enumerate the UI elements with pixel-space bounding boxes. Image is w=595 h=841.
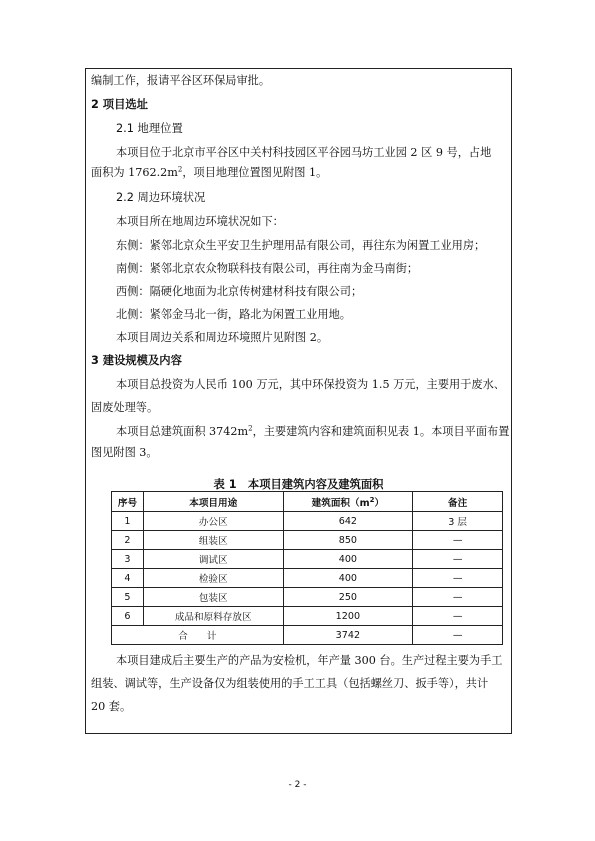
- east-side: 东侧：紧邻北京众生平安卫生护理用品有限公司，再往东为闲置工业用房；: [116, 239, 486, 252]
- cell-area: 850: [283, 531, 413, 550]
- section-2-1-heading: 2.1 地理位置: [116, 122, 183, 135]
- cell-area: 1200: [283, 607, 413, 626]
- south-side: 南侧：紧邻北京农众物联科技有限公司，再往南为金马南街；: [116, 262, 419, 275]
- cell-note: —: [413, 569, 503, 588]
- table-row: [112, 588, 503, 607]
- cell-area: 642: [283, 512, 413, 531]
- table-row: [112, 550, 503, 569]
- total-label: 合 计: [112, 626, 284, 645]
- section-3-heading: 3 建设规模及内容: [91, 354, 182, 367]
- table-row: [112, 607, 503, 626]
- table-total-row: [112, 626, 503, 645]
- table-header-row: [112, 492, 503, 512]
- cell-note: 3 层: [413, 512, 503, 531]
- cell-no: 1: [112, 512, 144, 531]
- table-row: [112, 512, 503, 531]
- location-paragraph-line-2: 面积为 $1762.2m^2$，项目地理位置图见附图 1。: [91, 165, 328, 179]
- intro-tail: 编制工作，报请平谷区环保局审批。: [91, 74, 271, 87]
- cell-note: —: [413, 588, 503, 607]
- west-side: 西侧：隔硬化地面为北京传树建材科技有限公司；: [116, 285, 363, 298]
- area-line-2: 图见附图 3。: [91, 446, 158, 459]
- cell-note: —: [413, 550, 503, 569]
- cell-area: 400: [283, 569, 413, 588]
- cell-no: 6: [112, 607, 144, 626]
- header-no: 序号: [112, 492, 144, 512]
- section-2-heading: 2 项目选址: [91, 98, 148, 111]
- location-paragraph-line-1: 本项目位于北京市平谷区中关村科技园区平谷园马坊工业园 2 区 9 号，占地: [116, 146, 492, 159]
- table-row: [112, 569, 503, 588]
- cell-use: 组装区: [143, 531, 283, 550]
- area-line-1: 本项目总建筑面积 $3742m^2$，主要建筑内容和建筑面积见表 1。本项目平面布置: [116, 424, 510, 438]
- north-side: 北侧：紧邻金马北一街，路北为闲置工业用地。: [116, 308, 351, 321]
- building-area-table: [111, 491, 503, 645]
- product-line-2: 组装、调试等，生产设备仅为组装使用的手工工具（包括螺丝刀、扳手等），共计: [91, 677, 489, 690]
- page-number: - 2 -: [288, 780, 307, 790]
- cell-use: 检验区: [143, 569, 283, 588]
- cell-area: 400: [283, 550, 413, 569]
- investment-line-2: 固废处理等。: [91, 401, 159, 414]
- cell-no: 4: [112, 569, 144, 588]
- product-line-3: 20 套。: [91, 700, 132, 713]
- table-caption: 表 1 本项目建筑内容及建筑面积: [213, 478, 384, 491]
- cell-no: 3: [112, 550, 144, 569]
- cell-note: —: [413, 531, 503, 550]
- header-area: 建筑面积$(m^2)$: [283, 492, 413, 512]
- cell-use: 调试区: [143, 550, 283, 569]
- section-2-2-heading: 2.2 周边环境状况: [116, 191, 206, 204]
- surroundings-photo-note: 本项目周边关系和周边环境照片见附图 2。: [116, 331, 329, 344]
- table-row: [112, 531, 503, 550]
- total-area: 3742: [283, 626, 413, 645]
- cell-use: 成品和原料存放区: [143, 607, 283, 626]
- cell-no: 5: [112, 588, 144, 607]
- surroundings-intro: 本项目所在地周边环境状况如下：: [116, 215, 284, 228]
- header-note: 备注: [413, 492, 503, 512]
- cell-use: 包装区: [143, 588, 283, 607]
- cell-no: 2: [112, 531, 144, 550]
- cell-area: 250: [283, 588, 413, 607]
- investment-line-1: 本项目总投资为人民币 100 万元，其中环保投资为 1.5 万元，主要用于废水、: [116, 378, 505, 391]
- header-use: 本项目用途: [143, 492, 283, 512]
- total-note: —: [413, 626, 503, 645]
- cell-note: —: [413, 607, 503, 626]
- cell-use: 办公区: [143, 512, 283, 531]
- product-line-1: 本项目建成后主要生产的产品为安检机，年产量 300 台。生产过程主要为手工: [116, 654, 503, 667]
